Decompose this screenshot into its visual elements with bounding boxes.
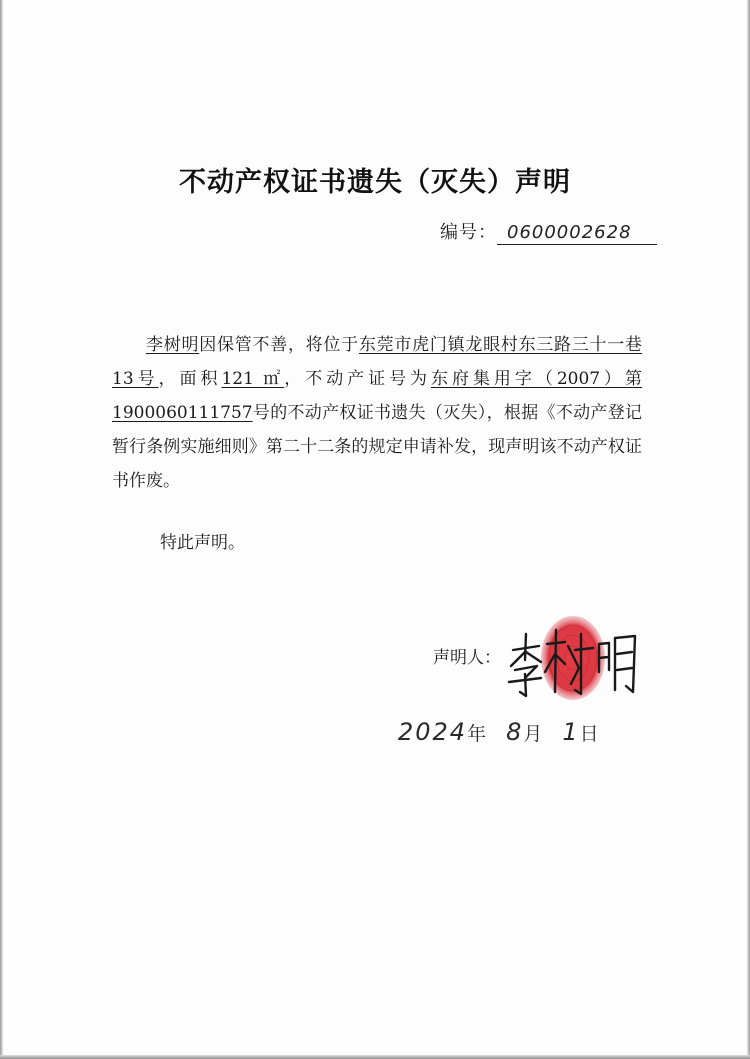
scan-edge-left (0, 0, 3, 1059)
document-number-value: 0600002628 (497, 222, 657, 245)
property-area: 121 ㎡ (221, 369, 285, 389)
body-text-4: 号的不动产权证书遗失（灭失），根据《不动产登记暂行条例实施细则》第二十二条的规定申请补发，现声明该不动产权证书作废。 (112, 403, 642, 491)
date-day: 1 (562, 718, 580, 746)
date-day-unit: 日 (579, 723, 601, 745)
date-year: 2024 (398, 718, 468, 746)
declaration-paragraph (112, 328, 642, 498)
declaration-body (112, 328, 642, 498)
body-text-1: 因保管不善，将位于 (199, 335, 359, 355)
declarant-label: 声明人： (433, 648, 501, 668)
body-text-3: ，不动产证号为 (284, 369, 432, 389)
certificate-number: 东府集用字（2007）第 1900060111757 (112, 369, 643, 423)
closing-statement: 特此声明。 (160, 533, 245, 553)
document-number-label: 编号： (440, 222, 497, 243)
declaration-date (398, 718, 601, 746)
date-year-unit: 年 (467, 723, 489, 745)
signature-with-seal (495, 610, 655, 710)
date-month: 8 (506, 718, 524, 746)
property-location: 东莞市虎门镇龙眼村东三路三十一巷13号 (112, 335, 643, 389)
scan-edge-bottom (0, 1055, 750, 1059)
body-text-2: ，面积 (158, 369, 222, 389)
date-month-unit: 月 (523, 723, 545, 745)
document-title: 不动产权证书遗失（灭失）声明 (179, 167, 571, 198)
document-number (440, 218, 657, 245)
owner-name: 李树明 (146, 335, 200, 355)
